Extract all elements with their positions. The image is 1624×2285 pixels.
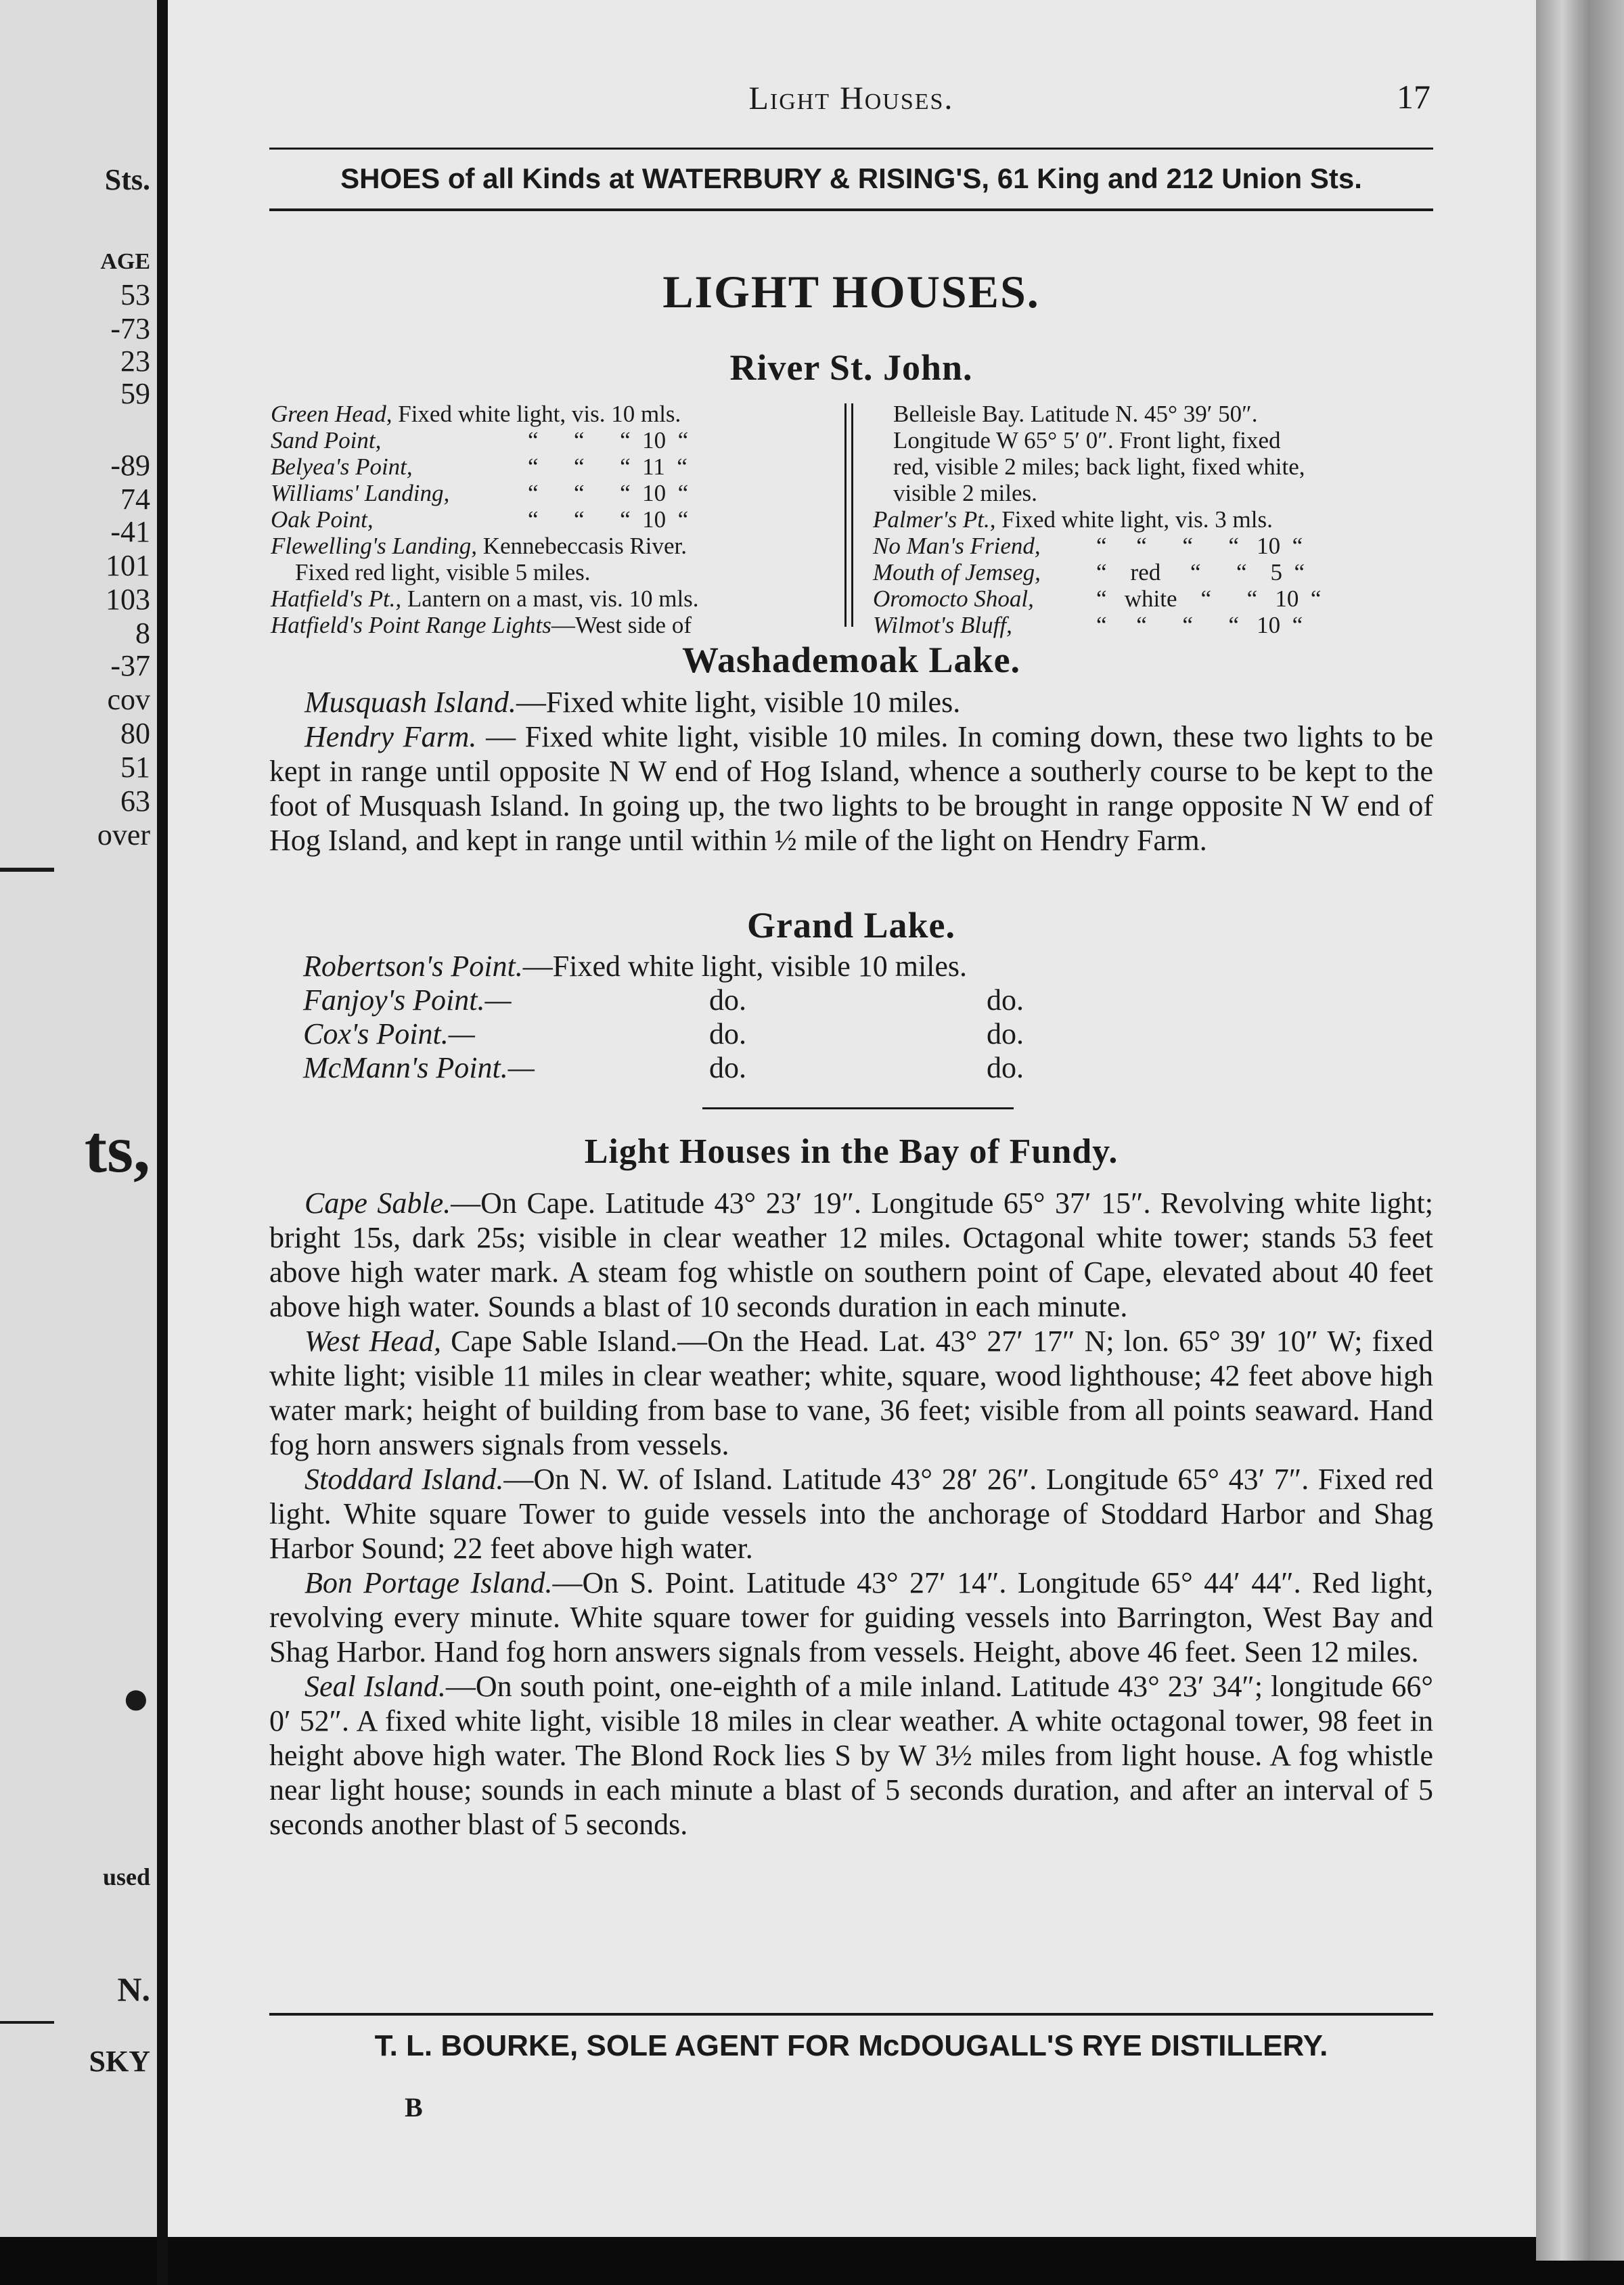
left-fragment: cov bbox=[107, 683, 150, 716]
light-detail: “ red “ “ 5 “ bbox=[1096, 559, 1305, 585]
lake-entry bbox=[303, 983, 1024, 1017]
light-name: Cape Sable. bbox=[304, 1186, 451, 1220]
river-left-column bbox=[271, 401, 832, 638]
light-name: Musquash Island. bbox=[304, 686, 516, 719]
light-detail: do. bbox=[709, 1051, 746, 1084]
light-detail: red, visible 2 miles; back light, fixed white, bbox=[893, 453, 1305, 480]
light-detail: —On Cape. Latitude 43° 23′ 19″. Longitude 65° 37′ 15″. Revolving white light; bright 15s, dark 25s; visible in clear weather 12 miles. Octagonal white tower; stands 53 feet above high water mark. A steam fog whistle on southern point of Cape, elevated about 40 feet above high water. Sounds a blast of 10 seconds duration in each minute. bbox=[269, 1186, 1434, 1323]
light-entry bbox=[873, 453, 1435, 480]
light-entry bbox=[873, 480, 1435, 506]
light-detail: “ “ “ 11 “ bbox=[528, 453, 687, 480]
light-name: Hatfield's Pt., bbox=[271, 585, 402, 612]
light-entry bbox=[271, 533, 832, 559]
left-fragment: N. bbox=[117, 1970, 150, 2008]
header-rule bbox=[269, 148, 1433, 150]
light-detail: “ “ “ “ 10 “ bbox=[1096, 533, 1303, 559]
left-fragment: AGE bbox=[100, 249, 150, 274]
light-entry bbox=[271, 453, 832, 480]
washademoak-text bbox=[269, 685, 1433, 858]
light-name: Green Head, bbox=[271, 401, 392, 427]
light-detail: —On S. Point. Latitude 43° 27′ 14″. Longitude 65° 44′ 44″. Red light, revolving every minute. White square tower for guiding vessels into Barrington, West Bay and Shag Harbor. Hand fog horn answers signals from vessels. Height, above 46 feet. Seen 12 miles. bbox=[269, 1566, 1433, 1668]
left-fragment: -37 bbox=[110, 649, 150, 682]
light-entry bbox=[271, 401, 832, 427]
light-paragraph bbox=[269, 1324, 1433, 1462]
light-entry bbox=[873, 427, 1435, 453]
light-detail: “ “ “ “ 10 “ bbox=[1096, 612, 1303, 638]
left-fragment: 74 bbox=[120, 483, 150, 516]
lake-entry bbox=[303, 949, 967, 983]
light-name: McMann's Point.— bbox=[303, 1051, 535, 1084]
light-name: Seal Island. bbox=[304, 1670, 446, 1703]
light-detail: Fixed white light, vis. 10 mls. bbox=[398, 401, 681, 427]
light-name: Bon Portage Island. bbox=[304, 1566, 553, 1599]
page-edge bbox=[1536, 0, 1624, 2261]
left-fragment: SKY bbox=[89, 2045, 150, 2078]
light-detail: “ white “ “ 10 “ bbox=[1096, 585, 1322, 612]
light-name: Sand Point, bbox=[271, 427, 382, 453]
light-entry bbox=[873, 506, 1435, 533]
light-name: Belyea's Point, bbox=[271, 453, 413, 480]
light-name: West Head, bbox=[304, 1325, 441, 1358]
light-detail: do. bbox=[987, 1051, 1024, 1084]
light-paragraph bbox=[269, 719, 1433, 858]
light-name: Hatfield's Point Range Lights bbox=[271, 612, 551, 638]
light-paragraph bbox=[269, 685, 1433, 719]
light-entry bbox=[873, 585, 1435, 612]
light-detail: —On south point, one-eighth of a mile inland. Latitude 43° 23′ 34″; longitude 66° 0′ 52″. A fixed white light, visible 18 miles in clear weather. A white octagonal tower, 98 feet in height above high water. The Blond Rock lies S by W 3½ miles from light house. A fog whistle near light house; sounds in each minute a blast of 5 seconds duration, and after an interval of 5 seconds another blast of 5 seconds. bbox=[269, 1670, 1433, 1841]
light-name: Robertson's Point. bbox=[303, 950, 523, 983]
left-fragment: 80 bbox=[120, 717, 150, 750]
page-number: 17 bbox=[1397, 78, 1430, 116]
bottom-advertisement: T. L. BOURKE, SOLE AGENT FOR McDOUGALL'S RYE DISTILLERY. bbox=[374, 2029, 1328, 2062]
light-paragraph bbox=[269, 1186, 1433, 1324]
light-name: Flewelling's Landing, bbox=[271, 533, 477, 559]
light-detail: do. bbox=[709, 983, 746, 1017]
light-name: No Man's Friend, bbox=[873, 533, 1041, 559]
light-detail: — Fixed white light, visible 10 miles. In coming down, these two lights to be kept in range until opposite N W end of Hog Island, whence a southerly course to be kept to the foot of Musquash Island. In going up, the two lights to be brought in range opposite N W end of Hog Island, and kept in range until within ½ mile of the light on Hendry Farm. bbox=[269, 720, 1434, 857]
light-entry bbox=[271, 427, 832, 453]
book-page bbox=[168, 0, 1536, 2237]
light-entry bbox=[873, 533, 1435, 559]
light-detail: do. bbox=[709, 1017, 746, 1050]
light-detail: do. bbox=[987, 1017, 1024, 1050]
left-fragment: 23 bbox=[120, 345, 150, 378]
light-name: Hendry Farm. bbox=[304, 720, 477, 753]
left-facing-page bbox=[0, 0, 158, 2237]
section-rule bbox=[702, 1107, 1014, 1109]
lake-entry bbox=[303, 1017, 1024, 1051]
light-entry bbox=[873, 559, 1435, 585]
river-right-column bbox=[873, 401, 1435, 638]
light-entry bbox=[873, 612, 1435, 638]
light-entry bbox=[271, 559, 832, 585]
light-detail: Fixed white light, vis. 3 mls. bbox=[1001, 506, 1273, 533]
left-fragment: -41 bbox=[110, 515, 150, 548]
left-fragment: Sts. bbox=[104, 163, 150, 196]
light-paragraph bbox=[269, 1669, 1433, 1842]
bay-of-fundy-text bbox=[269, 1186, 1433, 1842]
light-detail: Fixed red light, visible 5 miles. bbox=[295, 559, 591, 585]
left-fragment: 59 bbox=[120, 377, 150, 410]
left-fragment: ts, bbox=[84, 1111, 150, 1186]
column-divider bbox=[851, 403, 853, 627]
light-name: Fanjoy's Point.— bbox=[303, 983, 512, 1017]
light-detail: visible 2 miles. bbox=[893, 480, 1037, 506]
light-entry bbox=[271, 612, 832, 638]
advertisement-rule bbox=[269, 208, 1433, 211]
running-title: Light Houses. bbox=[748, 81, 954, 116]
left-rule bbox=[0, 2021, 54, 2024]
light-name: Wilmot's Bluff, bbox=[873, 612, 1012, 638]
page-title: LIGHT HOUSES. bbox=[662, 266, 1040, 317]
light-detail: Belleisle Bay. Latitude N. 45° 39′ 50″. bbox=[893, 401, 1258, 427]
left-ornament-fragment: ● bbox=[121, 1672, 150, 1725]
left-fragment: -73 bbox=[110, 312, 150, 345]
binding-gutter bbox=[157, 0, 168, 2285]
left-fragment: 8 bbox=[135, 617, 150, 650]
light-detail: Kennebeccasis River. bbox=[482, 533, 687, 559]
light-detail: Longitude W 65° 5′ 0″. Front light, fixed bbox=[893, 427, 1281, 453]
left-fragment: -89 bbox=[110, 449, 150, 482]
left-fragment: used bbox=[102, 1863, 150, 1890]
light-name: Palmer's Pt., bbox=[873, 506, 996, 533]
light-detail: Lantern on a mast, vis. 10 mls. bbox=[407, 585, 699, 612]
light-detail: —Fixed white light, visible 10 miles. bbox=[522, 950, 968, 983]
lake-entry bbox=[303, 1050, 1024, 1085]
left-fragment: over bbox=[97, 818, 150, 851]
light-detail: “ “ “ 10 “ bbox=[528, 480, 689, 506]
light-entry bbox=[271, 480, 832, 506]
left-fragment: 101 bbox=[106, 549, 150, 582]
light-name: Cox's Point.— bbox=[303, 1017, 475, 1050]
light-name: Oromocto Shoal, bbox=[873, 585, 1034, 612]
light-paragraph bbox=[269, 1566, 1433, 1669]
light-detail: —On N. W. of Island. Latitude 43° 28′ 26″. Longitude 65° 43′ 7″. Fixed red light. White square Tower to guide vessels into the anchorage of Stoddard Harbor and Shag Harbor Sound; 22 feet above high water. bbox=[269, 1463, 1433, 1565]
light-name: Oak Point, bbox=[271, 506, 374, 533]
footer-rule bbox=[269, 2013, 1433, 2016]
column-divider bbox=[844, 403, 847, 627]
light-paragraph bbox=[269, 1462, 1433, 1566]
running-header bbox=[269, 76, 1433, 123]
light-detail: Cape Sable Island.—On the Head. Lat. 43° 27′ 17″ N; lon. 65° 39′ 10″ W; fixed white light; visible 11 miles in clear weather; white, square, wood lighthouse; 42 feet above high water mark; height of building from base to vane, 36 feet; visible from all points seaward. Hand fog horn answers signals from vessels. bbox=[269, 1325, 1434, 1461]
light-detail: —Fixed white light, visible 10 miles. bbox=[516, 686, 961, 719]
light-entry bbox=[271, 506, 832, 533]
light-entry bbox=[873, 401, 1435, 427]
section-title-river-st-john: River St. John. bbox=[729, 347, 973, 388]
section-title-bay-of-fundy: Light Houses in the Bay of Fundy. bbox=[584, 1132, 1119, 1171]
light-detail: —West side of bbox=[551, 612, 692, 638]
left-fragment: 103 bbox=[106, 583, 150, 616]
top-advertisement: SHOES of all Kinds at WATERBURY & RISING'S, 61 King and 212 Union Sts. bbox=[340, 162, 1362, 194]
left-rule bbox=[0, 868, 54, 872]
light-detail: “ “ “ 10 “ bbox=[528, 506, 689, 533]
left-fragment: 53 bbox=[120, 278, 150, 311]
left-fragment: 51 bbox=[120, 751, 150, 784]
section-title-washademoak: Washademoak Lake. bbox=[681, 640, 1021, 680]
light-detail: do. bbox=[987, 983, 1024, 1017]
signature-mark: B bbox=[405, 2092, 423, 2123]
light-name: Stoddard Island. bbox=[304, 1463, 504, 1496]
left-fragment: 63 bbox=[120, 784, 150, 818]
light-entry bbox=[271, 585, 832, 612]
light-detail: “ “ “ 10 “ bbox=[528, 427, 689, 453]
section-title-grand-lake: Grand Lake. bbox=[746, 905, 956, 946]
light-name: Mouth of Jemseg, bbox=[873, 559, 1041, 585]
light-name: Williams' Landing, bbox=[271, 480, 450, 506]
